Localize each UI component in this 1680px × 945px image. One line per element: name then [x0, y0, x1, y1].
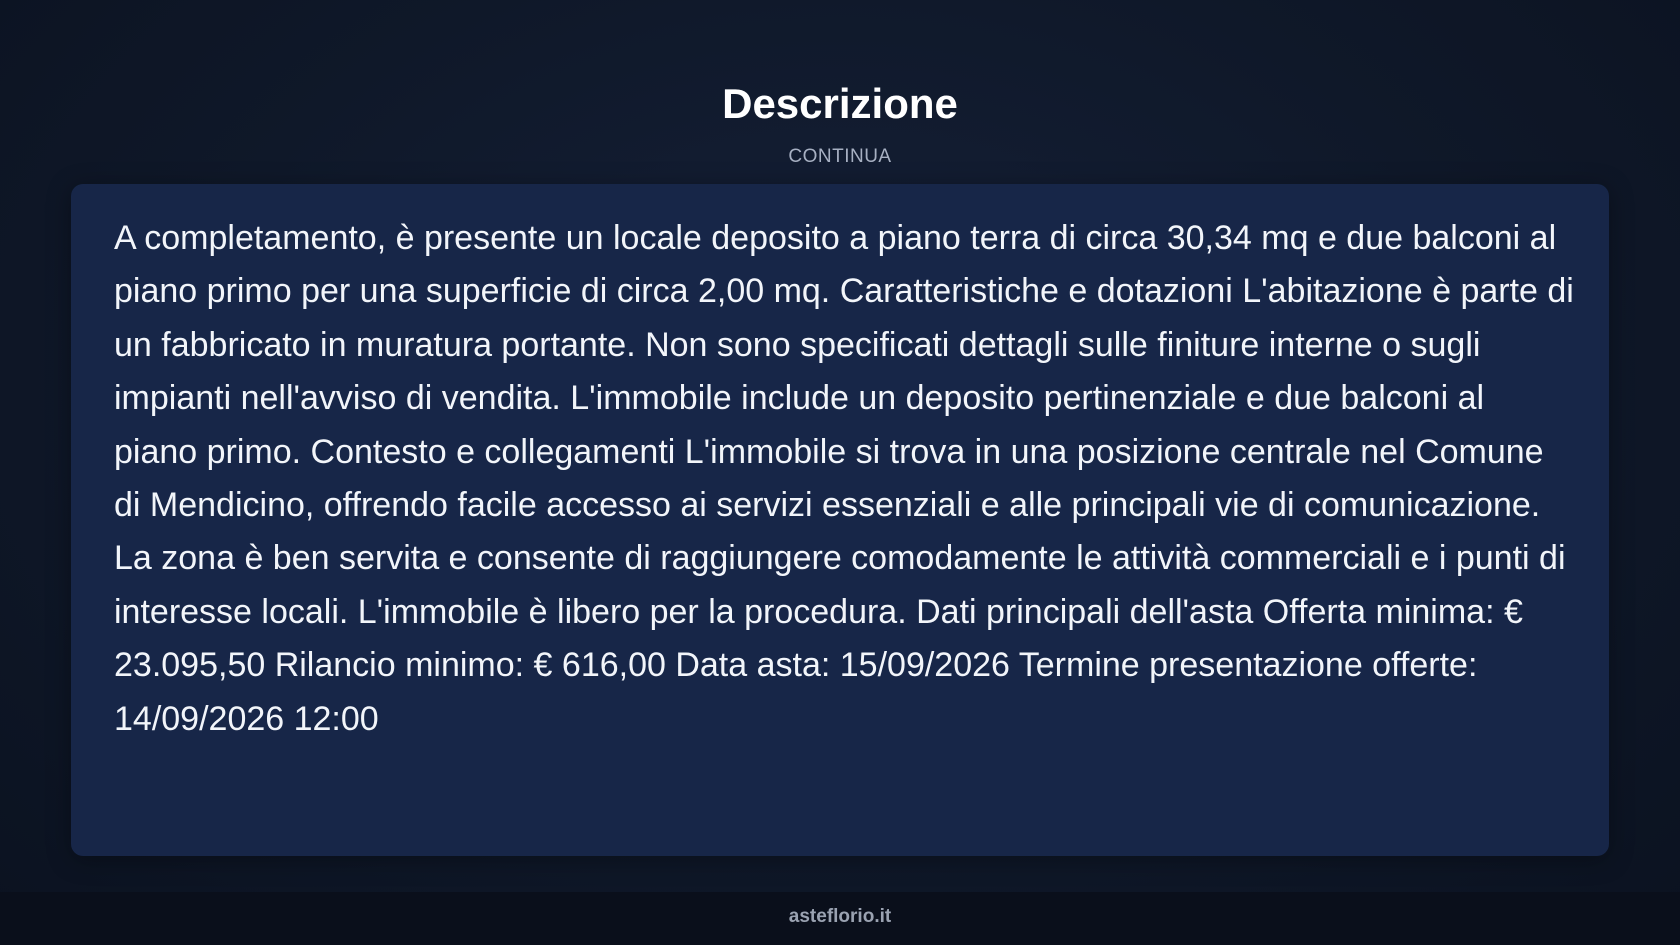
page-subtitle: CONTINUA	[788, 146, 892, 167]
footer	[0, 892, 1680, 945]
description-card	[71, 184, 1609, 856]
page-title: Descrizione	[722, 80, 958, 127]
description-text: A completamento, è presente un locale deposito a piano terra di circa 30,34 mq e due balconi al piano primo per una superficie di circa 2,00 mq. Caratteristiche e dotazioni L'abitazione è parte di un fabbricato in muratura portante. Non sono specificati dettagli sulle finiture interne o sugli impianti nell'avviso di vendita. L'immobile include un deposito pertinenziale e due balconi al piano primo. Contesto e collegamenti L'immobile si trova in una posizione centrale nel Comune di Mendicino, offrendo facile accesso ai servizi essenziali e alle principali vie di comunicazione. La zona è ben servita e consente di raggiungere comodamente le attività commerciali e i punti di interesse locali. L'immobile è libero per la procedura. Dati principali dell'asta Offerta minima: € 23.095,50 Rilancio minimo: € 616,00 Data asta: 15/09/2026 Termine presentazione offerte: 14/09/2026 12:00	[114, 219, 1574, 738]
footer-site-link[interactable]: asteflorio.it	[788, 906, 892, 927]
